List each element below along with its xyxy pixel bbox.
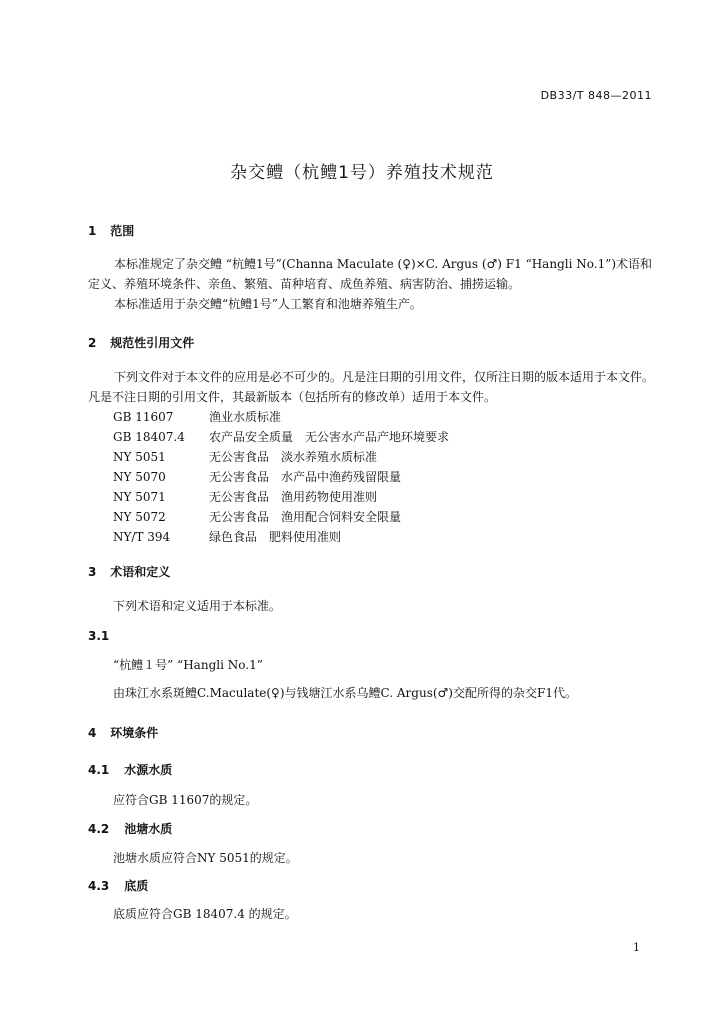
reference-title: 无公害食品 渔用配合饲料安全限量 xyxy=(209,510,402,524)
section-3-heading xyxy=(88,563,170,580)
reference-code: GB 11607 xyxy=(113,410,174,424)
section-title: 环境条件 xyxy=(110,726,159,740)
reference-item xyxy=(113,507,449,527)
subsection-4-3-text: 底质应符合GB 18407.4 的规定。 xyxy=(113,907,297,921)
reference-item xyxy=(113,487,449,507)
reference-item xyxy=(113,527,449,547)
subsection-4-3-heading xyxy=(88,877,148,894)
reference-item xyxy=(113,447,449,467)
page-number: 1 xyxy=(633,941,640,954)
section-title: 术语和定义 xyxy=(110,565,171,579)
applicability-paragraph: 本标准适用于杂交鳢“杭鳢1号”人工繁育和池塘养殖生产。 xyxy=(114,297,422,311)
reference-list xyxy=(113,407,449,547)
document-code: DB33/T 848—2011 xyxy=(540,89,652,102)
section-number: 3 xyxy=(88,565,97,579)
subsection-number: 4.2 xyxy=(88,822,110,836)
reference-code: NY 5070 xyxy=(113,470,166,484)
reference-code: NY 5072 xyxy=(113,510,166,524)
section-number: 1 xyxy=(88,224,97,238)
document-title: 杂交鳢（杭鳢1号）养殖技术规范 xyxy=(230,163,494,183)
reference-code: NY 5051 xyxy=(113,450,166,464)
section-number: 2 xyxy=(88,336,97,350)
normative-references-intro: 下列文件对于本文件的应用是必不可少的。凡是注日期的引用文件，仅所注日期的版本适用于本文件。凡是不注日期的引用文件，其最新版本（包括所有的修改单）适用于本文件。 xyxy=(88,370,655,404)
subsection-4-1-heading xyxy=(88,761,172,778)
subsection-title: 底质 xyxy=(124,879,149,893)
reference-code: NY/T 394 xyxy=(113,530,171,544)
subsection-title: 池塘水质 xyxy=(124,822,173,836)
subsection-4-2-heading xyxy=(88,820,172,837)
reference-title: 无公害食品 淡水养殖水质标准 xyxy=(209,450,378,464)
term-definition: 由珠江水系斑鳢C.Maculate(♀)与钱塘江水系乌鳢C. Argus(♂)交配所得的杂交F1代。 xyxy=(113,686,577,700)
subsection-number: 4.1 xyxy=(88,763,110,777)
reference-title: 渔业水质标准 xyxy=(209,410,282,424)
section-title: 规范性引用文件 xyxy=(110,336,195,350)
terms-intro: 下列术语和定义适用于本标准。 xyxy=(113,599,282,613)
subsection-3-1-number xyxy=(88,629,120,643)
subsection-4-2-text: 池塘水质应符合NY 5051的规定。 xyxy=(113,851,298,865)
term-name: “杭鳢１号” “Hangli No.1” xyxy=(113,658,263,672)
reference-code: GB 18407.4 xyxy=(113,430,185,444)
reference-item xyxy=(113,407,449,427)
subsection-title: 水源水质 xyxy=(124,763,173,777)
reference-title: 绿色食品 肥料使用准则 xyxy=(209,530,342,544)
section-title: 范围 xyxy=(110,224,135,238)
reference-title: 无公害食品 渔用药物使用准则 xyxy=(209,490,378,504)
subsection-number: 3.1 xyxy=(88,629,110,643)
section-number: 4 xyxy=(88,726,97,740)
reference-title: 农产品安全质量 无公害水产品产地环境要求 xyxy=(209,430,450,444)
reference-item xyxy=(113,467,449,487)
subsection-number: 4.3 xyxy=(88,879,110,893)
reference-code: NY 5071 xyxy=(113,490,166,504)
scope-paragraph: 本标准规定了杂交鳢 “杭鳢1号”(Channa Maculate (♀)×C. Argus (♂) F1 “Hangli No.1”)术语和定义、养殖环境条件、亲鱼、繁殖、苗种培育、成鱼养殖、病害防治、捕捞运输。 xyxy=(88,257,653,291)
subsection-4-1-text: 应符合GB 11607的规定。 xyxy=(113,793,258,807)
reference-item xyxy=(113,427,449,447)
reference-title: 无公害食品 水产品中渔药残留限量 xyxy=(209,470,402,484)
section-1-heading xyxy=(88,222,134,239)
section-4-heading xyxy=(88,724,158,741)
section-2-heading xyxy=(88,334,194,351)
